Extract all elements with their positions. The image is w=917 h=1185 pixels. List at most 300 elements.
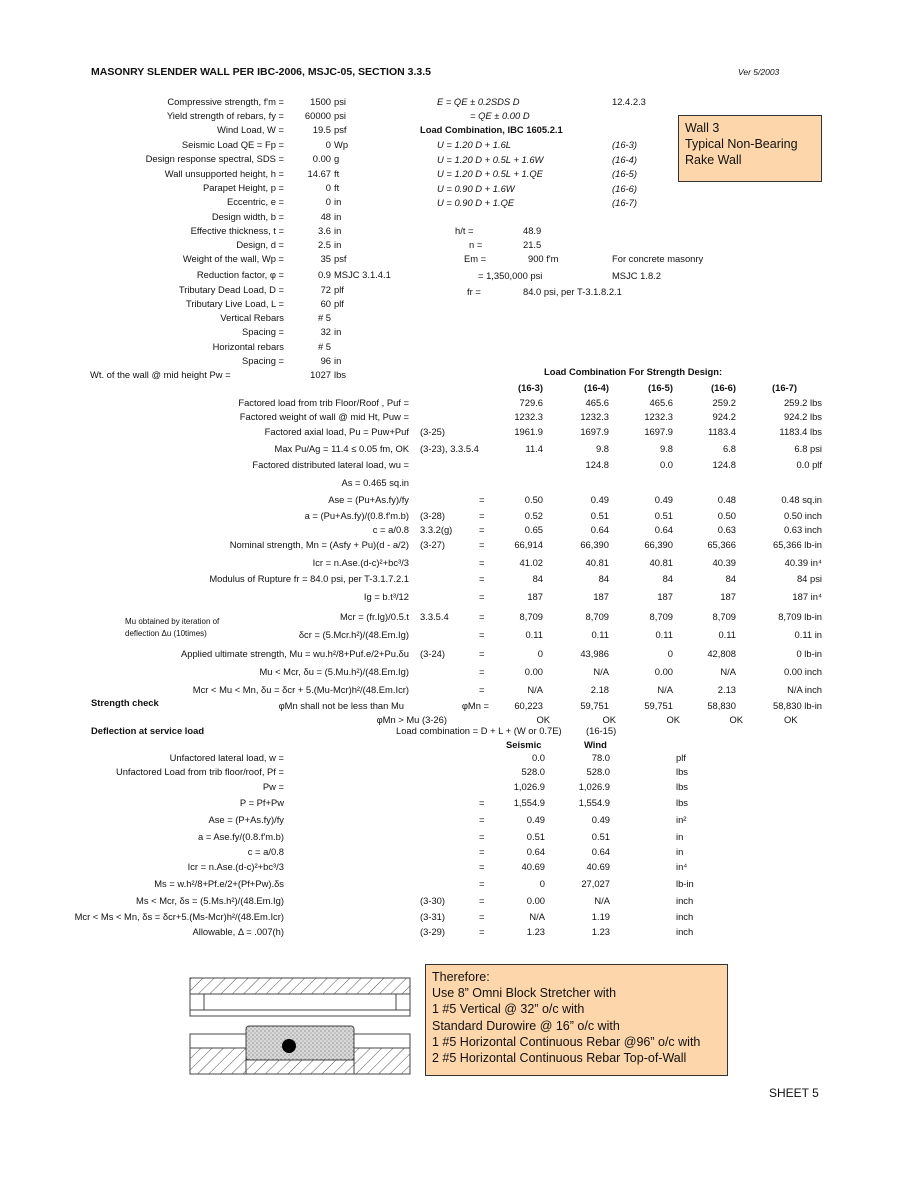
strength-cell: 0.49 xyxy=(590,494,609,505)
therefore-line: 1 #5 Horizontal Continuous Rebar @96” o/c with xyxy=(432,1034,701,1049)
deflection-cell: 1.23 xyxy=(526,926,545,937)
strength-row-label: Factored weight of wall @ mid Ht, Puw = xyxy=(239,411,409,422)
deflection-cell: 0 xyxy=(539,878,545,889)
input-value: 72 xyxy=(320,284,331,295)
strength-cell: 9.8 xyxy=(659,443,673,454)
em-ref: MSJC 1.8.2 xyxy=(612,270,661,281)
load-combination-ref: (16-3) xyxy=(612,139,638,150)
n-value: 21.5 xyxy=(523,239,542,250)
input-value: 60 xyxy=(320,298,331,309)
therefore-line: 2 #5 Horizontal Continuous Rebar Top-of-Wall xyxy=(432,1051,687,1066)
input-value: 48 xyxy=(320,211,331,222)
deflection-cell: 1.19 xyxy=(591,911,610,922)
strength-cell: 924.2 lbs xyxy=(783,411,822,422)
deflection-cell: 528.0 xyxy=(586,766,610,777)
em-label: Em = xyxy=(464,253,487,264)
input-label: Wt. of the wall @ mid height Pw = xyxy=(90,369,231,380)
deflection-unit: in xyxy=(676,846,684,857)
version-label: Ver 5/2003 xyxy=(738,67,780,77)
deflection-row-label: Ase = (P+As.fy)/fy xyxy=(208,814,284,825)
strength-cell: 1961.9 xyxy=(514,426,543,437)
strength-cell: 0.65 xyxy=(524,524,543,535)
strength-cell: 84 xyxy=(532,573,543,584)
strength-row-label: a = (Pu+As.fy)/(0.8.f'm.b) xyxy=(304,510,409,521)
strength-cell: 0.49 xyxy=(654,494,673,505)
strength-row-label: Factored axial load, Pu = Puw+Puf xyxy=(264,426,409,437)
load-combination-eq: U = 0.90 D + 1.QE xyxy=(437,197,515,208)
load-combination-eq: U = 0.90 D + 1.6W xyxy=(437,182,515,194)
strength-row-label: Ase = (Pu+As.fy)/fy xyxy=(328,494,409,505)
input-label: Tributary Dead Load, D = xyxy=(178,284,284,295)
strength-row-label: c = a/0.8 xyxy=(372,524,409,535)
deflection-cell: 40.69 xyxy=(586,861,610,872)
input-unit: in xyxy=(334,225,342,236)
deflection-cell: 528.0 xyxy=(521,766,545,777)
deflection-col-header: Wind xyxy=(584,739,607,750)
input-unit: in xyxy=(334,355,342,366)
strength-cell: 40.39 xyxy=(712,557,736,568)
deflection-unit: plf xyxy=(676,752,686,763)
strength-row-eq: = xyxy=(479,611,485,622)
strength-cell: 58,830 lb-in xyxy=(773,700,822,711)
deflection-row-label: Allowable, Δ = .007(h) xyxy=(192,926,284,937)
load-combination-eq: U = 1.20 D + 0.5L + 1.QE xyxy=(437,168,543,179)
strength-cell: 259.2 lbs xyxy=(783,397,822,408)
strength-col-header: (16-4) xyxy=(583,382,609,393)
strength-cell: OK xyxy=(536,714,550,725)
strength-row-eq: = xyxy=(479,648,485,659)
strength-cell: 187 xyxy=(657,591,673,602)
strength-cell: OK xyxy=(666,714,680,725)
strength-col-header: (16-5) xyxy=(647,382,673,393)
strength-row-ref: (3-28) xyxy=(420,510,446,521)
input-label: Spacing = xyxy=(242,326,284,337)
strength-cell: 65,366 lb-in xyxy=(773,539,822,550)
input-value: 1500 xyxy=(310,96,331,107)
deflection-col-header: Seismic xyxy=(506,739,542,750)
input-value: 0 xyxy=(325,196,331,207)
deflection-row-ref: (3-31) xyxy=(420,911,446,922)
strength-row-label: Nominal strength, Mn = (Asfy + Pu)(d - a/2) xyxy=(229,539,409,550)
input-unit: ft xyxy=(334,182,340,193)
deflection-row-label: P = Pf+Pw xyxy=(239,797,284,808)
hatched-face xyxy=(354,1048,410,1074)
strength-cell: 0.63 inch xyxy=(783,524,822,535)
strength-col-header: (16-6) xyxy=(710,382,736,393)
strength-cell: 187 xyxy=(720,591,736,602)
ht-value: 48.9 xyxy=(523,225,542,236)
strength-cell: 84 xyxy=(725,573,736,584)
input-unit: in xyxy=(334,239,342,250)
strength-row-label: φMn > Mu (3-26) xyxy=(376,714,447,725)
strength-row-eq: = xyxy=(479,591,485,602)
deflection-row-ref: (3-30) xyxy=(420,895,446,906)
deflection-unit: lb-in xyxy=(676,878,694,889)
strength-col-header: (16-7) xyxy=(772,382,798,393)
strength-row-label: Mcr = (fr.Ig)/0.5.t xyxy=(339,611,409,622)
wall-note-line: Wall 3 xyxy=(685,121,720,135)
strength-cell: 0.50 xyxy=(524,494,543,505)
input-value: 96 xyxy=(320,355,331,366)
deflection-row-eq: = xyxy=(479,846,485,857)
deflection-row-eq: = xyxy=(479,895,485,906)
input-unit: plf xyxy=(334,284,344,295)
therefore-line: 1 #5 Vertical @ 32” o/c with xyxy=(432,1002,585,1017)
deflection-unit: in xyxy=(676,831,684,842)
strength-cell: 0.64 xyxy=(590,524,609,535)
input-value: 2.5 xyxy=(317,239,331,250)
strength-row-label: Icr = n.Ase.(d-c)²+bc³/3 xyxy=(312,557,409,568)
strength-row-label: Factored distributed lateral load, wu = xyxy=(252,459,409,470)
deflection-cell: 1.23 xyxy=(591,926,610,937)
input-unit: g xyxy=(334,153,340,164)
strength-cell: 8,709 xyxy=(585,611,609,622)
input-value: # 5 xyxy=(317,312,331,323)
deflection-cell: 0.49 xyxy=(526,814,545,825)
strength-title: Load Combination For Strength Design: xyxy=(544,366,723,377)
input-unit: psf xyxy=(334,124,347,135)
deflection-unit: in² xyxy=(676,814,687,825)
strength-cell: 0.64 xyxy=(654,524,673,535)
input-unit: in xyxy=(334,326,342,337)
n-label: n = xyxy=(469,239,483,250)
strength-row-label: φMn shall not be less than Mu xyxy=(278,700,404,711)
input-value: 3.6 xyxy=(317,225,331,236)
strength-row-ref: 3.3.2(g) xyxy=(420,524,453,535)
strength-cell: 0.0 plf xyxy=(796,459,822,470)
strength-cell: 0.0 xyxy=(659,459,673,470)
deflection-unit: inch xyxy=(676,895,694,906)
deflection-cell: 0.0 xyxy=(531,752,545,763)
strength-row-label: Mcr < Mu < Mn, δu = δcr + 5.(Mu-Mcr)h²/(48.Em.Icr) xyxy=(192,684,409,695)
strength-cell: 0.11 xyxy=(718,629,736,640)
strength-cell: 1183.4 lbs xyxy=(779,426,822,437)
strength-row-label: Applied ultimate strength, Mu = wu.h²/8+Puf.e/2+Pu.δu xyxy=(180,648,409,659)
deflection-cell: 0.64 xyxy=(526,846,545,857)
load-combination-ref: (16-6) xyxy=(612,182,638,194)
input-value: 19.5 xyxy=(312,124,331,135)
strength-cell: 59,751 xyxy=(580,700,609,711)
strength-cell: 124.8 xyxy=(712,459,736,470)
strength-cell: 66,390 xyxy=(644,539,673,550)
em-note: For concrete masonry xyxy=(612,253,704,264)
strength-row-eq: φMn = xyxy=(461,700,489,711)
strength-row-eq: = xyxy=(479,510,485,521)
therefore-line: Standard Durowire @ 16” o/c with xyxy=(432,1018,620,1033)
strength-check-label: Strength check xyxy=(91,697,159,708)
input-label: Horizontal rebars xyxy=(212,341,284,352)
strength-cell: 924.2 xyxy=(712,411,736,422)
load-combination-ref: (16-7) xyxy=(612,197,638,208)
strength-cell: 8,709 xyxy=(649,611,673,622)
therefore-box xyxy=(425,964,728,1076)
strength-cell: 0.52 xyxy=(524,510,543,521)
input-label: Reduction factor, φ = xyxy=(196,269,284,280)
strength-cell: 84 psi xyxy=(796,573,822,584)
strength-col-header: (16-3) xyxy=(517,382,543,393)
input-unit: MSJC 3.1.4.1 xyxy=(334,269,391,280)
strength-cell: 124.8 xyxy=(585,459,609,470)
input-value: # 5 xyxy=(317,341,331,352)
input-unit: in xyxy=(334,196,342,207)
strength-cell: 8,709 xyxy=(712,611,736,622)
strength-cell: OK xyxy=(729,714,743,725)
input-label: Seismic Load QE = Fp = xyxy=(181,139,284,150)
deflection-row-eq: = xyxy=(479,831,485,842)
input-unit: ft xyxy=(334,168,340,179)
deflection-row-label: Icr = n.Ase.(d-c)²+bc³/3 xyxy=(187,861,284,872)
strength-row-eq: = xyxy=(479,494,485,505)
strength-cell: 0.00 xyxy=(524,666,543,677)
strength-row-ref: (3-23), 3.3.5.4 xyxy=(420,443,479,454)
input-value: 32 xyxy=(320,326,331,337)
strength-cell: 84 xyxy=(662,573,673,584)
input-value: 0 xyxy=(325,139,331,150)
strength-cell: N/A xyxy=(720,666,736,677)
strength-cell: 60,223 xyxy=(514,700,543,711)
deflection-row-label: Ms = w.h²/8+Pf.e/2+(Pf+Pw).δs xyxy=(154,878,284,889)
strength-cell: 1232.3 xyxy=(644,411,673,422)
input-value: 1027 xyxy=(310,369,331,380)
input-label: Tributary Live Load, L = xyxy=(185,298,284,309)
deflection-cell: 0.64 xyxy=(591,846,610,857)
fr-label: fr = xyxy=(467,286,481,297)
strength-cell: 66,914 xyxy=(514,539,543,550)
deflection-unit: lbs xyxy=(676,797,688,808)
strength-cell: 0.48 xyxy=(717,494,736,505)
iteration-note-line: Mu obtained by iteration of xyxy=(125,617,220,626)
strength-cell: 0.48 sq.in xyxy=(781,494,822,505)
input-value: 35 xyxy=(320,253,331,264)
web-right xyxy=(396,994,410,1010)
strength-cell: 0.50 inch xyxy=(783,510,822,521)
strength-cell: 0.11 xyxy=(525,629,543,640)
sheet-number: SHEET 5 xyxy=(769,1086,819,1100)
strength-cell: 1697.9 xyxy=(580,426,609,437)
block-section-diagram xyxy=(188,970,412,1082)
web-left xyxy=(190,994,204,1010)
wall-note-box xyxy=(678,115,822,182)
deflection-unit: inch xyxy=(676,911,694,922)
strength-row-label: δcr = (5.Mcr.h²)/(48.Em.Ig) xyxy=(298,629,409,640)
therefore-line: Therefore: xyxy=(432,970,490,984)
strength-cell: OK xyxy=(784,714,798,725)
strength-cell: 41.02 xyxy=(519,557,543,568)
strength-cell: 59,751 xyxy=(644,700,673,711)
deflection-row-label: Unfactored lateral load, w = xyxy=(169,752,284,763)
deflection-row-eq: = xyxy=(479,814,485,825)
strength-cell: 0.51 xyxy=(654,510,673,521)
input-label: Wall unsupported height, h = xyxy=(164,168,284,179)
strength-row-label: As = 0.465 sq.in xyxy=(341,477,409,488)
deflection-row-eq: = xyxy=(479,926,485,937)
strength-cell: 259.2 xyxy=(712,397,736,408)
seismic-eq-ref: 12.4.2.3 xyxy=(612,96,646,107)
therefore-line: Use 8” Omni Block Stretcher with xyxy=(432,986,617,1001)
strength-cell: 65,366 xyxy=(707,539,736,550)
strength-row-eq: = xyxy=(479,573,485,584)
deflection-cell: N/A xyxy=(594,895,610,906)
fr-value: 84.0 psi, per T-3.1.8.2.1 xyxy=(523,286,622,297)
strength-cell: 465.6 xyxy=(649,397,673,408)
deflection-cell: 27,027 xyxy=(581,878,610,889)
seismic-eq: E = QE ± 0.2SDS D xyxy=(437,96,520,107)
input-label: Eccentric, e = xyxy=(226,196,284,207)
strength-cell: 729.6 xyxy=(519,397,543,408)
input-unit: lbs xyxy=(334,369,346,380)
input-unit: psi xyxy=(334,110,346,121)
deflection-row-label: c = a/0.8 xyxy=(247,846,284,857)
deflection-combo-ref: (16-15) xyxy=(586,725,617,736)
strength-cell: 187 xyxy=(527,591,543,602)
deflection-row-label: Pw = xyxy=(262,781,284,792)
strength-cell: 0.11 in xyxy=(794,629,822,640)
em-value: 900 f'm xyxy=(528,253,559,264)
deflection-cell: N/A xyxy=(529,911,545,922)
deflection-row-eq: = xyxy=(479,878,485,889)
strength-cell: N/A inch xyxy=(787,684,822,695)
strength-row-ref: (3-25) xyxy=(420,426,446,437)
strength-cell: 8,709 lb-in xyxy=(778,611,822,622)
input-label: Parapet Height, p = xyxy=(202,182,284,193)
hatched-face xyxy=(190,978,410,994)
deflection-row-label: Unfactored Load from trib floor/roof, Pf = xyxy=(115,766,284,777)
strength-row-label: Ig = b.t³/12 xyxy=(363,591,409,602)
strength-cell: 40.81 xyxy=(649,557,673,568)
strength-cell: 43,986 xyxy=(580,648,609,659)
load-combination-ref: (16-5) xyxy=(612,168,638,179)
strength-cell: 2.13 xyxy=(717,684,736,695)
grout-fill xyxy=(246,1026,354,1060)
deflection-row-eq: = xyxy=(479,911,485,922)
strength-cell: 0.51 xyxy=(590,510,609,521)
strength-cell: 0.11 xyxy=(655,629,673,640)
strength-cell: N/A xyxy=(527,684,543,695)
ht-label: h/t = xyxy=(455,225,474,236)
deflection-combo: Load combination = D + L + (W or 0.7E) xyxy=(396,725,562,736)
input-label: Vertical Rebars xyxy=(220,312,284,323)
load-combination-eq: U = 1.20 D + 1.6L xyxy=(437,139,512,150)
input-value: 14.67 xyxy=(307,168,331,179)
rebar-dot xyxy=(282,1039,296,1053)
input-label: Design response spectral, SDS = xyxy=(145,153,284,164)
strength-row-label: Max Pu/Ag = 11.4 ≤ 0.05 fm, OK xyxy=(274,443,409,454)
deflection-cell: 1,026.9 xyxy=(578,781,610,792)
strength-cell: 0.50 xyxy=(717,510,736,521)
input-label: Design width, b = xyxy=(211,211,284,222)
strength-cell: 84 xyxy=(598,573,609,584)
input-unit: plf xyxy=(334,298,344,309)
em-psi: = 1,350,000 psi xyxy=(478,270,543,281)
load-combination-eq: U = 1.20 D + 0.5L + 1.6W xyxy=(437,153,544,165)
strength-row-ref: (3-27) xyxy=(420,539,446,550)
strength-row-ref: (3-24) xyxy=(420,648,446,659)
strength-cell: 1183.4 xyxy=(708,426,736,437)
input-label: Compressive strength, f'm = xyxy=(167,96,284,107)
hatched-face xyxy=(246,1060,354,1074)
deflection-cell: 0.00 xyxy=(526,895,545,906)
page-title: MASONRY SLENDER WALL PER IBC-2006, MSJC-05, SECTION 3.3.5 xyxy=(91,66,431,78)
hatched-face xyxy=(190,1048,246,1074)
strength-cell: 1697.9 xyxy=(644,426,673,437)
strength-row-label: Factored load from trib Floor/Roof , Puf = xyxy=(238,397,409,408)
strength-cell: 0 lb-in xyxy=(796,648,822,659)
deflection-unit: lbs xyxy=(676,781,688,792)
deflection-row-ref: (3-29) xyxy=(420,926,446,937)
input-label: Yield strength of rebars, fy = xyxy=(166,110,284,121)
strength-row-label: Mu < Mcr, δu = (5.Mu.h²)/(48.Em.Ig) xyxy=(259,666,409,677)
open-cell xyxy=(204,994,396,1010)
wall-note-line: Typical Non-Bearing xyxy=(685,137,798,151)
deflection-cell: 1,554.9 xyxy=(578,797,610,808)
strength-cell: 42,808 xyxy=(707,648,736,659)
deflection-row-eq: = xyxy=(479,861,485,872)
strength-cell: 1232.3 xyxy=(580,411,609,422)
deflection-unit: inch xyxy=(676,926,694,937)
strength-row-label: Modulus of Rupture fr = 84.0 psi, per T-3.1.7.2.1 xyxy=(209,573,409,584)
deflection-title: Deflection at service load xyxy=(91,725,205,736)
strength-cell: 40.81 xyxy=(585,557,609,568)
iteration-note xyxy=(125,616,219,640)
strength-row-eq: = xyxy=(479,666,485,677)
iteration-note-line: deflection Δu (10times) xyxy=(125,629,207,638)
deflection-unit: in⁴ xyxy=(676,861,688,872)
strength-cell: OK xyxy=(602,714,616,725)
strength-cell: 2.18 xyxy=(590,684,609,695)
input-value: 0.9 xyxy=(317,269,331,280)
block-face xyxy=(190,1010,410,1016)
input-label: Spacing = xyxy=(242,355,284,366)
deflection-row-eq: = xyxy=(479,797,485,808)
deflection-unit: lbs xyxy=(676,766,688,777)
input-label: Weight of the wall, Wp = xyxy=(182,253,284,264)
input-label: Wind Load, W = xyxy=(217,124,284,135)
strength-cell: 0.00 xyxy=(654,666,673,677)
strength-cell: N/A xyxy=(593,666,609,677)
input-unit: Wp xyxy=(334,139,349,150)
deflection-row-label: Mcr < Ms < Mn, δs = δcr+5.(Ms-Mcr)h²/(48.Em.Icr) xyxy=(74,911,284,922)
deflection-row-label: Ms < Mcr, δs = (5.Ms.h²)/(48.Em.Ig) xyxy=(136,895,284,906)
input-label: Effective thickness, t = xyxy=(190,225,284,236)
strength-cell: 187 xyxy=(593,591,609,602)
strength-cell: 58,830 xyxy=(707,700,736,711)
block-face xyxy=(190,1034,246,1048)
strength-cell: 0.11 xyxy=(591,629,609,640)
strength-cell: 0.00 inch xyxy=(783,666,822,677)
input-label: Design, d = xyxy=(236,239,284,250)
deflection-cell: 0.51 xyxy=(526,831,545,842)
strength-cell: 6.8 psi xyxy=(794,443,822,454)
seismic-eq-2: = QE ± 0.00 D xyxy=(470,110,530,121)
strength-cell: 465.6 xyxy=(585,397,609,408)
input-value: 0.00 xyxy=(312,153,331,164)
strength-row-ref: 3.3.5.4 xyxy=(420,611,449,622)
deflection-cell: 40.69 xyxy=(521,861,545,872)
input-value: 60000 xyxy=(304,110,331,121)
strength-cell: 0 xyxy=(667,648,673,659)
input-unit: psf xyxy=(334,253,347,264)
input-unit: in xyxy=(334,211,342,222)
strength-row-eq: = xyxy=(479,684,485,695)
strength-cell: 40.39 in⁴ xyxy=(784,557,822,568)
load-combination-ref: (16-4) xyxy=(612,153,638,165)
deflection-cell: 1,026.9 xyxy=(513,781,545,792)
strength-cell: 187 in⁴ xyxy=(792,591,822,602)
strength-row-eq: = xyxy=(479,557,485,568)
block-face xyxy=(354,1034,410,1048)
wall-note-line: Rake Wall xyxy=(685,153,742,167)
strength-cell: 0.63 xyxy=(717,524,736,535)
